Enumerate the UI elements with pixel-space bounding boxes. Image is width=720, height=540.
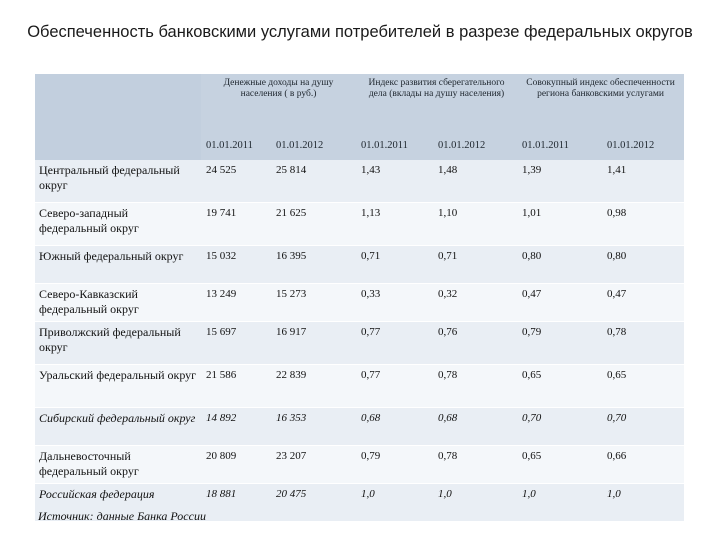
table-row [35, 446, 684, 484]
value-cell: 0,98 [602, 203, 684, 246]
value-cell: 1,0 [356, 484, 433, 522]
value-cell: 0,76 [433, 322, 517, 365]
banking-services-table [35, 74, 684, 522]
district-name: Северо-Кавказский федеральный округ [35, 284, 201, 322]
value-cell: 0,70 [602, 408, 684, 446]
value-cell: 0,33 [356, 284, 433, 322]
value-cell: 16 917 [271, 322, 356, 365]
table-row [35, 322, 684, 365]
table-row [35, 408, 684, 446]
value-cell: 0,70 [517, 408, 602, 446]
district-name: Российская федерация [35, 484, 201, 522]
value-cell: 1,41 [602, 160, 684, 203]
value-cell: 25 814 [271, 160, 356, 203]
value-cell: 0,47 [517, 284, 602, 322]
table-row [35, 365, 684, 408]
page-title: Обеспеченность банковскими услугами потребителей в разрезе федеральных округов [27, 23, 693, 41]
value-cell: 15 697 [201, 322, 271, 365]
value-cell: 0,77 [356, 365, 433, 408]
district-name: Приволжский федеральный округ [35, 322, 201, 365]
header-savings-index: Индекс развития сберегательного дела (вклады на душу населения) [356, 74, 517, 138]
value-cell: 0,80 [517, 246, 602, 284]
value-cell: 21 586 [201, 365, 271, 408]
value-cell: 23 207 [271, 446, 356, 484]
value-cell: 0,78 [433, 365, 517, 408]
value-cell: 0,71 [433, 246, 517, 284]
value-cell: 24 525 [201, 160, 271, 203]
value-cell: 0,79 [356, 446, 433, 484]
value-cell: 0,78 [602, 322, 684, 365]
value-cell: 16 395 [271, 246, 356, 284]
corner-header-cell [35, 74, 201, 160]
value-cell: 0,66 [602, 446, 684, 484]
value-cell: 0,47 [602, 284, 684, 322]
value-cell: 1,43 [356, 160, 433, 203]
header-date: 01.01.2012 [602, 138, 684, 160]
value-cell: 1,01 [517, 203, 602, 246]
value-cell: 0,65 [517, 365, 602, 408]
value-cell: 1,0 [433, 484, 517, 522]
header-date: 01.01.2012 [433, 138, 517, 160]
table-row [35, 160, 684, 203]
district-name: Сибирский федеральный округ [35, 408, 201, 446]
value-cell: 0,32 [433, 284, 517, 322]
value-cell: 13 249 [201, 284, 271, 322]
value-cell: 14 892 [201, 408, 271, 446]
value-cell: 0,71 [356, 246, 433, 284]
value-cell: 16 353 [271, 408, 356, 446]
value-cell: 15 273 [271, 284, 356, 322]
value-cell: 0,65 [517, 446, 602, 484]
value-cell: 20 809 [201, 446, 271, 484]
district-name: Южный федеральный округ [35, 246, 201, 284]
value-cell: 18 881 [201, 484, 271, 522]
value-cell: 19 741 [201, 203, 271, 246]
value-cell: 1,10 [433, 203, 517, 246]
value-cell: 0,65 [602, 365, 684, 408]
value-cell: 1,0 [517, 484, 602, 522]
value-cell: 1,0 [602, 484, 684, 522]
table-row [35, 203, 684, 246]
value-cell: 22 839 [271, 365, 356, 408]
source-note: Источник: данные Банка России [38, 509, 206, 523]
header-date: 01.01.2012 [271, 138, 356, 160]
district-name: Уральский федеральный округ [35, 365, 201, 408]
value-cell: 1,48 [433, 160, 517, 203]
district-name: Дальневосточный федеральный округ [35, 446, 201, 484]
value-cell: 1,39 [517, 160, 602, 203]
header-date: 01.01.2011 [356, 138, 433, 160]
value-cell: 0,68 [433, 408, 517, 446]
header-date: 01.01.2011 [517, 138, 602, 160]
header-banking-index: Совокупный индекс обеспеченности региона банковскими услугами [517, 74, 684, 138]
table-row [35, 246, 684, 284]
value-cell: 0,77 [356, 322, 433, 365]
value-cell: 0,79 [517, 322, 602, 365]
header-date: 01.01.2011 [201, 138, 271, 160]
district-name: Центральный федеральный округ [35, 160, 201, 203]
value-cell: 0,78 [433, 446, 517, 484]
header-income: Денежные доходы на душу населения ( в руб.) [201, 74, 356, 138]
value-cell: 1,13 [356, 203, 433, 246]
value-cell: 0,80 [602, 246, 684, 284]
value-cell: 0,68 [356, 408, 433, 446]
value-cell: 20 475 [271, 484, 356, 522]
table-row [35, 284, 684, 322]
value-cell: 15 032 [201, 246, 271, 284]
district-name: Северо-западный федеральный округ [35, 203, 201, 246]
value-cell: 21 625 [271, 203, 356, 246]
